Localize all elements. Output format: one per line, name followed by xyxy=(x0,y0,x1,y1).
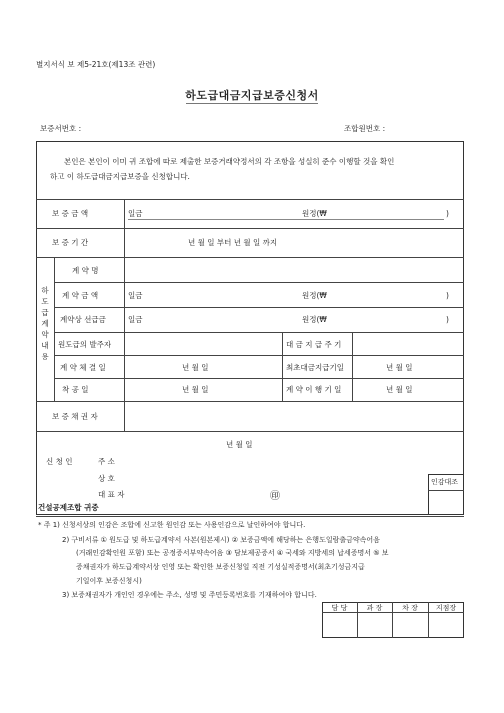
start-date-label: 착 공 일 xyxy=(62,385,89,394)
union-recipient: 건설공제조합 귀중 xyxy=(38,503,99,512)
note-2-line-a: 2) 구비서류 ① 원도급 및 하도급계약서 사본(원본제시) ② 보증금액에 해당하는 은행도일람출금약속어음 xyxy=(62,536,380,544)
final-payment-field[interactable]: 년 월 일 xyxy=(386,363,413,372)
subcontract-side-label: 하 도 급 계 약 내 용 xyxy=(41,286,49,361)
note-2-line-b: (거래인감확인원 포함) 또는 공정증서부약속어음 ③ 담보제공증서 ④ 국세와 지방세의 납세증명서 ⑤ 보 xyxy=(76,549,389,557)
applicant-label: 신 청 인 xyxy=(46,457,73,466)
approval-sign-branch-manager[interactable] xyxy=(429,613,463,637)
guarantee-amount-close: ) xyxy=(446,209,449,218)
creditor-field[interactable] xyxy=(128,404,460,428)
start-date-field[interactable]: 년 월 일 xyxy=(182,385,209,394)
note-1: * 주 1) 신청서상의 인감은 조합에 신고한 원인감 또는 사용인감으로 날인하여야 합니다. xyxy=(38,521,306,529)
note-2-line-d: 기일이후 보증신청시) xyxy=(76,577,142,585)
member-number-label: 조합원번호 : xyxy=(344,124,386,133)
contract-amount-close: ) xyxy=(446,291,449,300)
form-reference: 별지서식 보 제5-21호(제13조 관련) xyxy=(36,60,156,69)
approval-sign-staff[interactable] xyxy=(323,613,357,637)
approval-col-branch-manager: 지점장 xyxy=(435,604,457,612)
contract-amount-suffix: 원정(₩ xyxy=(302,291,327,300)
contract-amount-label: 계 약 금 액 xyxy=(62,291,99,300)
approval-col-staff: 담 당 xyxy=(331,604,348,612)
guarantee-amount-prefix: 일금 xyxy=(128,209,143,218)
representative-label: 대 표 자 xyxy=(98,490,125,499)
seal-mark: ㊞ xyxy=(270,491,280,502)
guarantee-amount-label: 보 증 금 액 xyxy=(52,209,89,218)
approval-col-section-chief: 과 장 xyxy=(366,604,383,612)
contract-amount-prefix: 일금 xyxy=(128,291,143,300)
advance-payment-suffix: 원정(₩ xyxy=(302,315,327,324)
performance-date-label: 계 약 이 행 기 일 xyxy=(286,385,342,394)
note-3: 3) 보증채권자가 개인인 경우에는 주소, 성명 및 주민등록번호를 기재하여야 합니다. xyxy=(62,591,317,599)
address-label: 주 소 xyxy=(98,457,115,466)
company-name-label: 상 호 xyxy=(98,474,115,483)
advance-payment-prefix: 일금 xyxy=(128,315,143,324)
intro-line-1: 본인은 본인이 이미 귀 조합에 따로 제출한 보증거래약정서의 각 조항을 성실히 준수 이행할 것을 확인 xyxy=(64,157,395,166)
approval-sign-section-chief[interactable] xyxy=(358,613,392,637)
performance-date-field[interactable]: 년 월 일 xyxy=(386,385,413,394)
guarantee-period-field[interactable]: 년 월 일 부터 년 월 일 까지 xyxy=(188,238,278,247)
creditor-label: 보 증 채 권 자 xyxy=(52,412,98,421)
guarantee-amount-field[interactable] xyxy=(128,219,444,220)
final-payment-label: 최초대금지급기일 xyxy=(286,363,344,372)
note-2-line-c: 증채권자가 하도급계약서상 인영 또는 확인한 보증신청일 직전 기성실적증명서(최초기성금지급 xyxy=(76,563,365,571)
approval-col-deputy: 차 장 xyxy=(402,604,418,612)
payment-cycle-label: 대 금 지 급 주 기 xyxy=(286,340,342,349)
guarantee-period-label: 보 증 기 간 xyxy=(52,238,89,247)
application-date[interactable]: 년 월 일 xyxy=(226,440,253,449)
intro-line-2: 하고 이 하도급대금지급보증을 신청합니다. xyxy=(50,172,190,181)
seal-compare-label: 인감대조 xyxy=(431,478,459,486)
cert-number-label: 보증서번호 : xyxy=(40,124,82,133)
approval-sign-deputy[interactable] xyxy=(393,613,428,637)
advance-payment-close: ) xyxy=(446,315,449,324)
contract-date-label: 계 약 체 결 일 xyxy=(60,363,106,372)
contract-name-label: 계 약 명 xyxy=(72,266,99,275)
advance-payment-label: 계약상 선급금 xyxy=(60,315,106,324)
prime-contractor-label: 원도급의 발주자 xyxy=(58,340,112,349)
contract-name-field[interactable] xyxy=(128,262,460,278)
page-title: 하도급대금지급보증신청서 xyxy=(185,89,319,102)
guarantee-amount-suffix: 원정(₩ xyxy=(302,209,327,218)
contract-date-field[interactable]: 년 월 일 xyxy=(182,363,209,372)
